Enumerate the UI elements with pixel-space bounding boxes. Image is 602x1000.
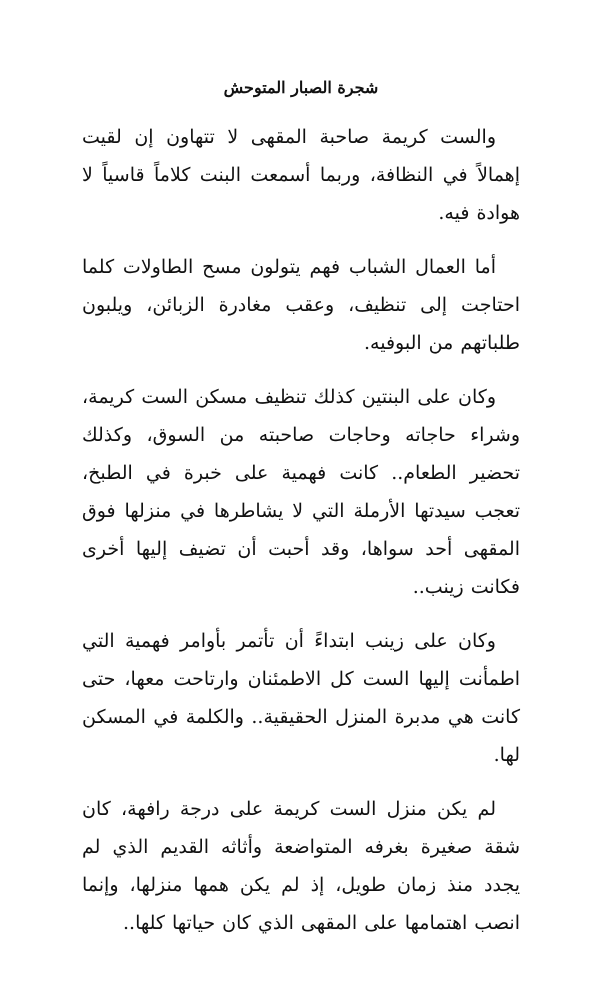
paragraph-2: أما العمال الشباب فهم يتولون مسح الطاولات كلما احتاجت إلى تنظيف، وعقب مغادرة الزبائن، ويلبون طلباتهم من البوفيه. — [82, 256, 520, 354]
paragraph-4: وكان على زينب ابتداءً أن تأتمر بأوامر فهمية التي اطمأنت إليها الست كل الاطمئنان وارتاحت معها، حتى كانت هي مدبرة المنزل الحقيقية.. والكلمة في المسكن لها. — [82, 630, 520, 766]
page-title: شجرة الصبار المتوحش — [223, 78, 379, 97]
paragraph-5: لم يكن منزل الست كريمة على درجة رافهة، كان شقة صغيرة بغرفه المتواضعة وأثاثه القديم الذي لم يجدد منذ زمان طويل، إذ لم يكن همها منزلها، وإنما انصب اهتمامها على المقهى الذي كان حياتها كلها.. — [82, 798, 520, 934]
paragraph-1: والست كريمة صاحبة المقهى لا تتهاون إن لقيت إهمالاً في النظافة، وربما أسمعت البنت كلاماً قاسياً لا هوادة فيه. — [82, 126, 520, 224]
paragraph-3: وكان على البنتين كذلك تنظيف مسكن الست كريمة، وشراء حاجاته وحاجات صاحبته من السوق، وكذلك تحضير الطعام.. كانت فهمية على خبرة في الطبخ، تعجب سيدتها الأرملة التي لا يشاطرها في منزلها فوق المقهى أحد سواها، وقد أحبت أن تضيف إليها أخرى فكانت زينب.. — [82, 386, 520, 598]
